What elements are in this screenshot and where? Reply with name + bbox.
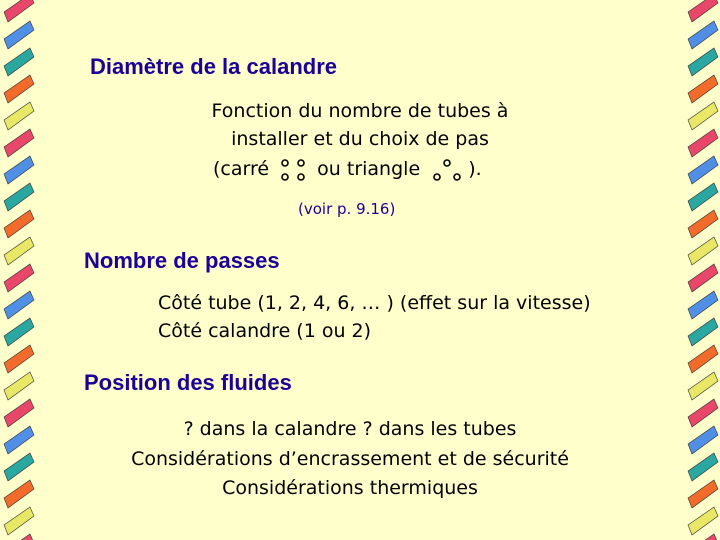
border-stripe bbox=[688, 318, 718, 346]
border-stripe bbox=[688, 21, 718, 49]
square-pitch-pattern-icon bbox=[275, 157, 311, 183]
fluides-line-3: Considérations thermiques bbox=[222, 477, 478, 499]
border-stripe bbox=[4, 75, 34, 103]
border-stripe bbox=[688, 129, 718, 157]
diametre-reference-note: (voir p. 9.16) bbox=[298, 200, 396, 218]
border-stripe bbox=[4, 21, 34, 49]
border-stripe bbox=[4, 318, 34, 346]
passes-line-1: Côté tube (1, 2, 4, 6, … ) (effet sur la vitesse) bbox=[158, 292, 591, 314]
border-stripe bbox=[4, 372, 34, 400]
fluides-line-2: Considérations d’encrassement et de sécurité bbox=[131, 448, 569, 470]
border-stripe bbox=[688, 426, 718, 454]
border-stripe bbox=[688, 264, 718, 292]
border-stripe bbox=[688, 210, 718, 238]
border-stripe bbox=[4, 426, 34, 454]
border-stripe bbox=[4, 210, 34, 238]
diametre-line-2: installer et du choix de pas bbox=[231, 128, 489, 150]
border-stripe bbox=[688, 453, 718, 481]
border-stripe bbox=[4, 507, 34, 535]
border-stripe bbox=[688, 291, 718, 319]
triangular-pitch-pattern-icon bbox=[426, 157, 468, 183]
border-stripe bbox=[4, 102, 34, 130]
border-stripe bbox=[4, 291, 34, 319]
right-decorative-border bbox=[684, 0, 720, 540]
diametre-line-3-part-a: (carré bbox=[213, 158, 270, 180]
border-stripe bbox=[4, 183, 34, 211]
diametre-line-3 bbox=[213, 156, 482, 183]
border-stripe bbox=[688, 156, 718, 184]
border-stripe bbox=[4, 453, 34, 481]
border-stripe bbox=[688, 372, 718, 400]
border-stripe bbox=[4, 480, 34, 508]
border-stripe bbox=[4, 264, 34, 292]
border-stripe bbox=[4, 129, 34, 157]
border-stripe bbox=[688, 399, 718, 427]
section-title-diametre: Diamètre de la calandre bbox=[90, 54, 338, 79]
diametre-line-1: Fonction du nombre de tubes à bbox=[211, 100, 509, 122]
border-stripe bbox=[688, 480, 718, 508]
border-stripe bbox=[688, 507, 718, 535]
border-stripe bbox=[4, 345, 34, 373]
passes-line-2: Côté calandre (1 ou 2) bbox=[158, 320, 372, 342]
section-title-fluides: Position des fluides bbox=[84, 370, 292, 395]
border-stripe bbox=[4, 237, 34, 265]
left-decorative-border bbox=[0, 0, 36, 540]
fluides-line-1: ? dans la calandre ? dans les tubes bbox=[183, 418, 517, 440]
border-stripe bbox=[688, 102, 718, 130]
border-stripe bbox=[688, 48, 718, 76]
border-stripe bbox=[688, 345, 718, 373]
border-stripe bbox=[688, 75, 718, 103]
border-stripe bbox=[4, 399, 34, 427]
diametre-line-3-part-b: ou triangle bbox=[317, 158, 421, 180]
section-title-passes: Nombre de passes bbox=[84, 248, 280, 273]
border-stripe bbox=[4, 48, 34, 76]
diametre-line-3-part-c: ). bbox=[468, 158, 482, 180]
border-stripe bbox=[4, 0, 34, 22]
border-stripe bbox=[688, 237, 718, 265]
border-stripe bbox=[688, 0, 718, 22]
border-stripe bbox=[4, 156, 34, 184]
border-stripe bbox=[688, 183, 718, 211]
